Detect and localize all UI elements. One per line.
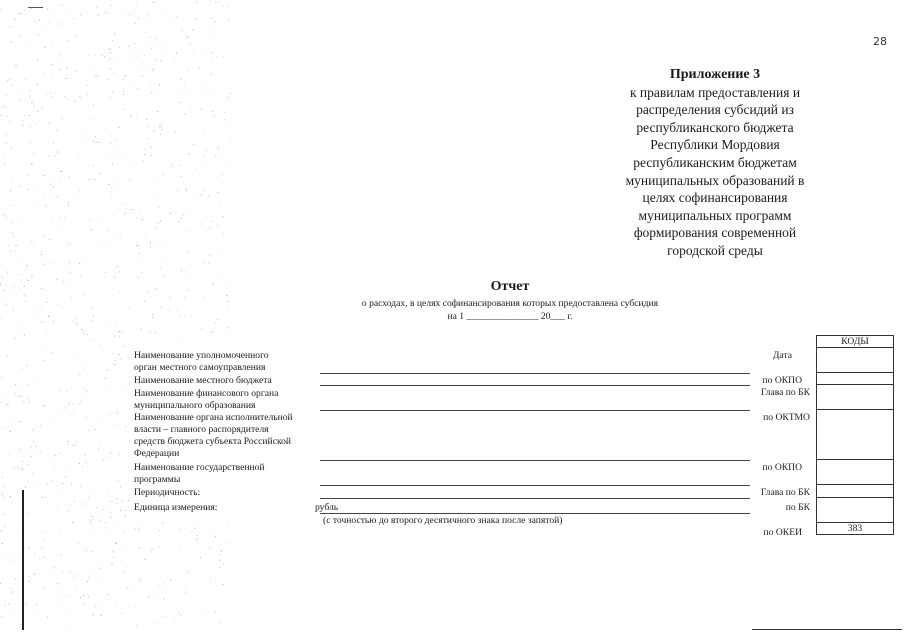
- code-cell-chapter-bk[interactable]: [817, 485, 894, 498]
- annex-title: Приложение 3: [669, 67, 761, 82]
- annex-line: распределения субсидий из: [636, 102, 794, 118]
- unit-precision-note: (с точностью до второго десятичного знака после запятой): [323, 515, 563, 526]
- field-line-local-budget[interactable]: [320, 385, 750, 386]
- annex-line: формирования современной: [633, 225, 797, 241]
- field-label-authorized-body: Наименование уполномоченного орган местного самоуправления: [134, 350, 269, 373]
- report-subtitle: о расходах, в целях софинансирования которых предоставлена субсидия: [361, 298, 659, 309]
- annex-line: муниципальных программ: [638, 207, 792, 223]
- field-line-authorized-body[interactable]: [320, 373, 750, 374]
- field-line-unit[interactable]: [320, 513, 750, 514]
- annex-line: целях софинансирования: [642, 190, 788, 206]
- field-label-state-program: Наименование государственной программы: [134, 462, 265, 485]
- scan-edge-left: [22, 490, 24, 630]
- annex-block: [600, 66, 830, 260]
- field-line-financial-body[interactable]: [320, 410, 750, 411]
- code-label-okpo: по ОКПО: [762, 462, 802, 473]
- code-label-okpo: по ОКПО: [762, 375, 802, 386]
- report-title: Отчет: [490, 279, 530, 294]
- field-value-unit: рубль: [315, 502, 339, 513]
- page-number: 28: [873, 35, 887, 48]
- code-cell-okei[interactable]: 383: [817, 523, 894, 535]
- codes-table: [816, 335, 894, 537]
- scan-mark: [28, 7, 43, 8]
- annex-line: муниципальных образований в: [625, 172, 805, 188]
- annex-line: республиканского бюджета: [636, 119, 794, 135]
- report-subtitle-block: [330, 297, 690, 323]
- code-label-chapter-bk: Глава по БК: [760, 387, 810, 398]
- code-label-date: Дата: [772, 350, 792, 361]
- code-cell-date[interactable]: [817, 348, 894, 373]
- code-label-chapter-bk: Глава по БК: [760, 487, 810, 498]
- field-line-executive-body[interactable]: [320, 460, 750, 461]
- field-line-periodicity[interactable]: [320, 498, 750, 499]
- field-label-unit: Единица измерения:: [134, 502, 218, 513]
- field-label-periodicity: Периодичность:: [134, 487, 201, 498]
- code-cell-okpo[interactable]: [817, 460, 894, 485]
- code-cell-bk[interactable]: [817, 498, 894, 523]
- code-cell-chapter-bk[interactable]: [817, 385, 894, 410]
- annex-line: республиканским бюджетам: [633, 154, 797, 170]
- report-date-line: на 1 _______________ 20___ г.: [447, 311, 573, 322]
- field-label-executive-body: Наименование органа исполнительной власти – главного распорядителя средств бюджета субъекта Российской Федерации: [134, 412, 293, 459]
- code-cell-okpo[interactable]: [817, 373, 894, 385]
- field-label-financial-body: Наименование финансового органа муниципального образования: [134, 388, 279, 411]
- annex-line: Республики Мордовия: [650, 137, 780, 153]
- field-label-local-budget: Наименование местного бюджета: [134, 375, 272, 386]
- annex-line: к правилам предоставления и: [629, 84, 801, 100]
- code-label-okei: по ОКЕИ: [763, 527, 802, 538]
- code-label-oktmo: по ОКТМО: [763, 412, 810, 423]
- scan-edge-bottom: [752, 629, 902, 630]
- codes-header: КОДЫ: [817, 336, 894, 348]
- code-label-bk: по БК: [785, 502, 810, 513]
- code-cell-oktmo[interactable]: [817, 410, 894, 460]
- annex-line: городской среды: [667, 242, 763, 258]
- field-line-state-program[interactable]: [320, 485, 750, 486]
